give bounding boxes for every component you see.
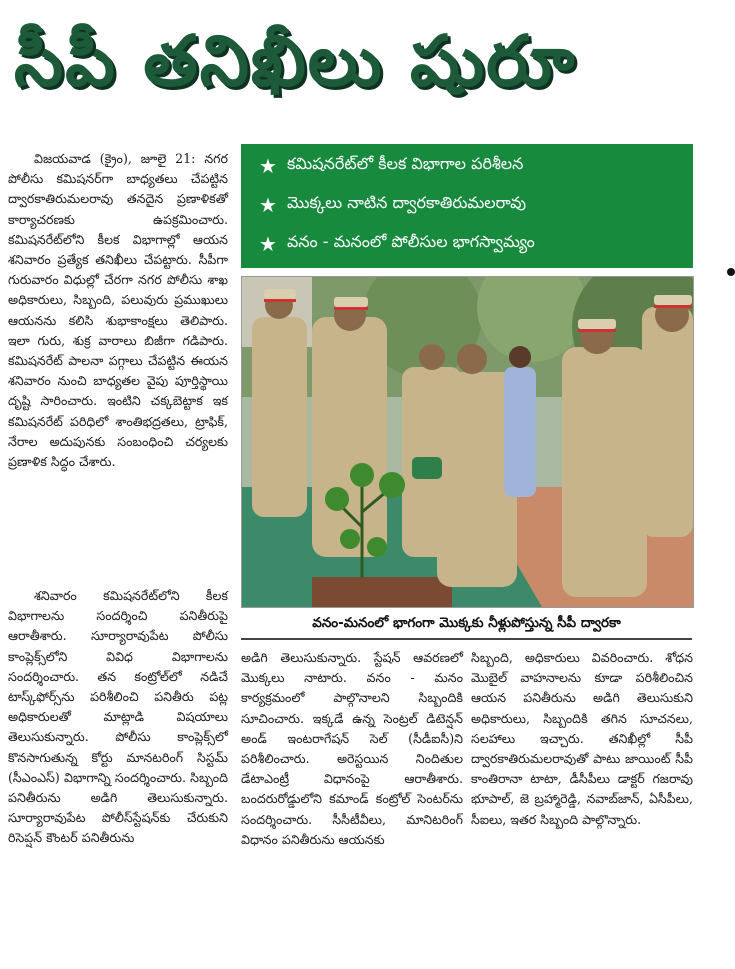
star-icon: ★ bbox=[259, 192, 277, 217]
article-paragraph: అడిగి తెలుసుకున్నారు. స్టేషన్ ఆవరణలో మొక్కలు నాటారు. వనం - మనం కార్యక్రమంలో పాల్గొనాలని సిబ్బందికి సూచించారు. ఇక్కడే ఉన్న సెంట్రల్ డిటెన్షన్ అండ్ ఇంటరాగేషన్ సెల్ (సీడీఐసీ)ని పరిశీలించారు. అరెస్టయిన నిందితుల డేటాఎంట్రీ విధానంపై ఆరాతీశారు. బందరురోడ్డులోని కమాండ్ కంట్రోల్ సెంటర్‌ను సందర్శించారు. సీసీటీవీలు, మానిటరింగ్ విధానం పనితీరును ఆయనకు bbox=[241, 650, 463, 847]
headline: సీపీ తనిఖీలు షురూ bbox=[14, 20, 577, 102]
photo-caption: వనం-మనంలో భాగంగా మొక్కకు నీళ్లుపోస్తున్న సీపీ ద్వారకా bbox=[241, 608, 692, 640]
highlight-text: వనం - మనంలో పోలీసుల భాగస్వామ్యం bbox=[286, 232, 535, 251]
article-paragraph: విజయవాడ (క్రైం), జూలై 21: నగర పోలీసు కమిషనర్‌గా బాధ్యతలు చేపట్టిన ద్వారకాతిరుమలరావు తనదైన ప్రణాళికతో కార్యాచరణకు ఉపక్రమించారు. కమిషనరేట్‌లోని కీలక విభాగాల్లో ఆయన శనివారం ప్రత్యేక తనిఖీలు చేపట్టారు. సీపీగా గురువారం విధుల్లో చేరగా నగర పోలీసు శాఖ అధికారులు, సిబ్బంది, పలువురు ప్రముఖులు ఆయనను కలిసి శుభాకాంక్షలు తెలిపారు. ఇలా గురు, శుక్ర వారాలు బిజీగా గడిపారు. కమిషనరేట్ పాలనా పగ్గాలు చేపట్టిన ఈయన శనివారం నుంచి బాధ్యతల వైపు పూర్తిస్థాయి దృష్టి సారించారు. ఇంటిని చక్కబెట్టాక ఇక కమిషనరేట్ పరిధిలో శాంతిభద్రతలు, ట్రాఫిక్, నేరాల అదుపునకు సంబంధించి చర్యలకు ప్రణాళిక సిద్ధం చేశారు. bbox=[8, 151, 228, 470]
highlight-item bbox=[241, 226, 693, 261]
article-paragraph: సిబ్బంది, అధికారులు వివరించారు. శోధన మొబైల్ వాహనాలను కూడా పరిశీలించిన ఆయన పనితీరును అడిగి తెలుసుకుని అధికారులు, సిబ్బందికి తగిన సూచనలు, సలహాలు ఇచ్చారు. తనిఖీల్లో సీపీ ద్వారకాతిరుమలరావుతో పాటు జాయింట్ సీపీ కాంతిరానా టాటా, డీసీపీలు డాక్టర్ గజరావు భూపాల్, జె బ్రహ్మారెడ్డి, నవాబ్‌జాన్, ఏసీపీలు, సీఐలు, ఇతర సిబ్బంది పాల్గొన్నారు. bbox=[471, 650, 693, 827]
article-column-left-top bbox=[8, 149, 228, 472]
highlight-text: కమిషనరేట్‌లో కీలక విభాగాల పరిశీలన bbox=[286, 154, 524, 173]
highlight-text: మొక్కలు నాటిన ద్వారకాతిరుమలరావు bbox=[286, 193, 527, 212]
highlight-item bbox=[241, 148, 693, 183]
dot-mark bbox=[727, 268, 735, 276]
star-icon: ★ bbox=[259, 153, 277, 178]
star-icon: ★ bbox=[259, 231, 277, 256]
highlights-box bbox=[241, 144, 693, 268]
article-column-left-bottom bbox=[8, 586, 228, 849]
article-column-middle bbox=[241, 648, 463, 850]
news-photo bbox=[241, 276, 694, 608]
article-paragraph: శనివారం కమిషనరేట్‌లోని కీలక విభాగాలను సందర్శించి పనితీరుపై ఆరాతీశారు. సూర్యారావుపేట పోలీసు కాంప్లెక్స్‌లోని వివిధ విభాగాలను సందర్శించారు. తన కంట్రోల్‌లో నడిచే టాస్క్‌ఫోర్స్‌ను పరిశీలించి పనితీరు పట్ల అధికారులతో మాట్లాడి విషయాలు తెలుసుకున్నారు. పోలీసు కాంప్లెక్స్‌లో కొనసాగుతున్న కోర్టు మానటరింగ్ సిస్టమ్ (సీఎంఎస్) విభాగాన్ని సందర్శించారు. సిబ్బంది పనితీరును అడిగి తెలుసుకున్నారు. సూర్యారావుపేట పోలీస్‌స్టేషన్‌కు చేరుకుని రిసెప్షన్ కౌంటర్ పనితీరును bbox=[8, 588, 228, 846]
article-column-right bbox=[471, 648, 693, 830]
photo-illustration bbox=[242, 277, 693, 607]
highlight-item bbox=[241, 187, 693, 222]
